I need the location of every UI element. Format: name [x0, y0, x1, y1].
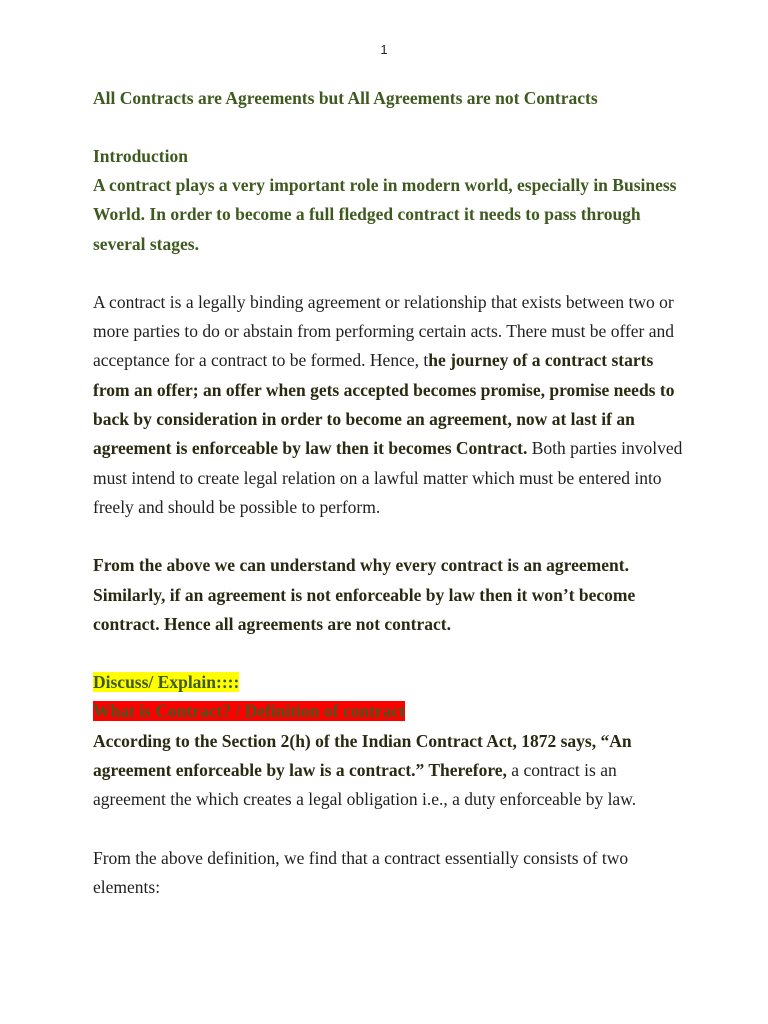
introduction-heading: Introduction — [93, 146, 188, 166]
conclusion-paragraph: From the above we can understand why every contract is an agreement. Similarly, if an agreement is not enforceable by law then it won’t become contract. Hence all agreements are not contract. — [93, 555, 636, 634]
paragraph-bold-text: According to the Section 2(h) of the Indian Contract Act, 1872 says, “An agreement enforceable by law is a contract.” Therefore, — [93, 730, 632, 781]
contract-journey-paragraph — [93, 288, 693, 522]
paragraph-text: Both parties involved must intend to create legal relation on a lawful matter which must be entered into freely and should be possible to perform. — [93, 438, 683, 517]
definition-heading-line — [93, 697, 693, 726]
definition-heading: What is Contract? / Definition of contract — [93, 701, 406, 722]
discuss-label-line — [93, 668, 693, 697]
elements-paragraph: From the above definition, we find that a contract essentially consists of two elements: — [93, 847, 629, 897]
paragraph-text: a contract is an agreement the which creates a legal obligation i.e., a duty enforceable by law. — [93, 760, 637, 810]
document-body — [93, 84, 693, 902]
paragraph-text: A contract is a legally binding agreement or relationship that exists between two or more parties to do or abstain from performing certain acts. There must be offer and acceptance for a contract to be formed. Hence, t — [93, 291, 675, 371]
discuss-label: Discuss/ Explain:::: — [93, 672, 240, 693]
paragraph-bold-text: he journey of a contract starts from an offer; an offer when gets accepted becomes promise, promise needs to back by consideration in order to become an agreement, now at last if an agreement is enforceable by law then it becomes Contract. — [93, 350, 675, 459]
page-number: 1 — [380, 42, 388, 57]
definition-paragraph — [93, 727, 693, 815]
introduction-paragraph: A contract plays a very important role in modern world, especially in Business World. In order to become a full fledged contract it needs to pass through several stages. — [93, 175, 677, 254]
document-title: All Contracts are Agreements but All Agreements are not Contracts — [93, 88, 598, 108]
